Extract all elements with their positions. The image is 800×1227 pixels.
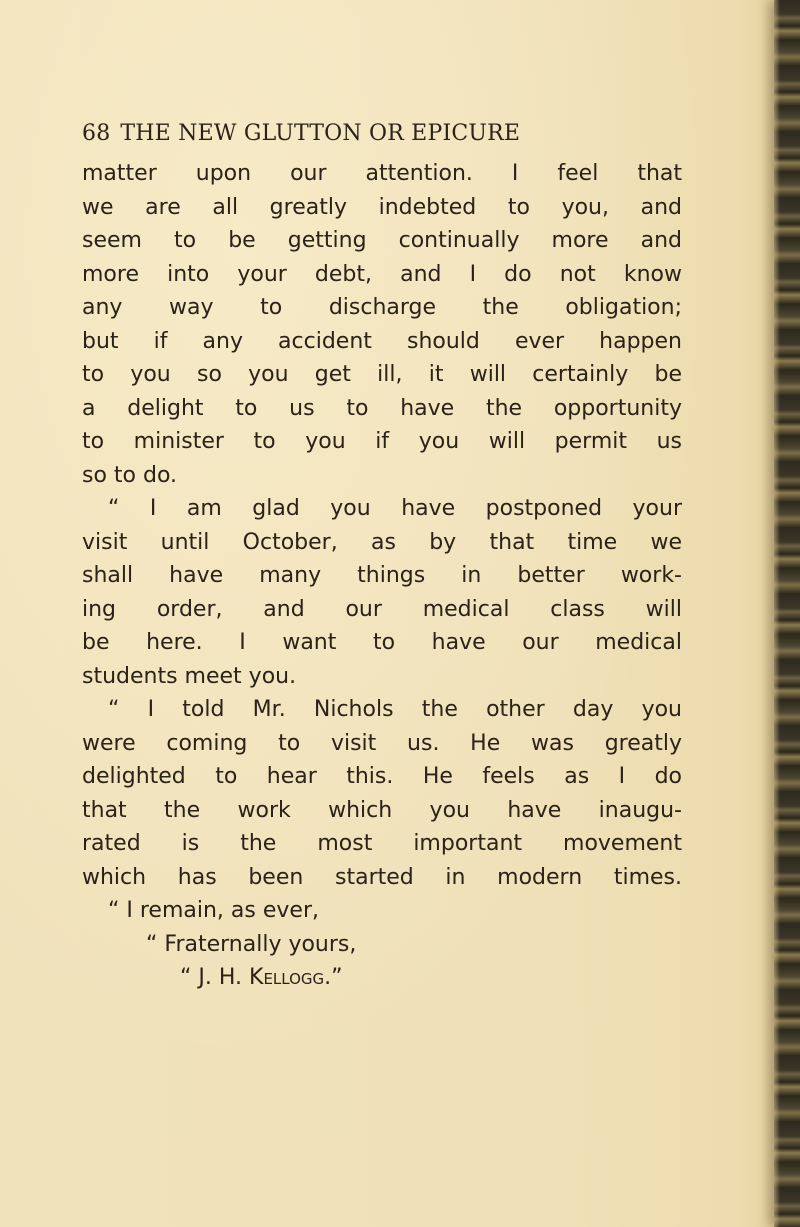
text-line: delighted to hear this. He feels as I do bbox=[82, 764, 682, 789]
text-line: that the work which you have inaugu- bbox=[82, 797, 682, 823]
text-line: be here. I want to have our medical bbox=[82, 630, 682, 655]
text-line: to you so you get ill, it will certainly be bbox=[82, 362, 682, 387]
text-line: ing order, and our medical class will bbox=[82, 596, 682, 622]
text-line: rated is the most important movement bbox=[82, 831, 682, 856]
text-line: seem to be getting continually more and bbox=[82, 228, 682, 253]
text-line: visit until October, as by that time we bbox=[82, 529, 682, 555]
paragraph-1 bbox=[82, 157, 682, 492]
text-line: to minister to you if you will permit us bbox=[82, 429, 682, 454]
paragraph-2 bbox=[82, 492, 682, 693]
running-header bbox=[82, 121, 520, 146]
letter-closing bbox=[82, 894, 682, 995]
text-line: “ I told Mr. Nichols the other day you bbox=[108, 697, 682, 722]
text-line: students meet you. bbox=[82, 663, 297, 689]
signature-prefix: “ J. H. bbox=[180, 965, 250, 990]
text-line: but if any accident should ever happen bbox=[82, 328, 682, 354]
text-line: shall have many things in better work- bbox=[82, 563, 682, 588]
text-line: “ I am glad you have postponed your bbox=[108, 496, 682, 521]
text-line: more into your debt, and I do not know bbox=[82, 261, 682, 287]
text-line: a delight to us to have the opportunity bbox=[82, 395, 682, 421]
text-line: were coming to visit us. He was greatly bbox=[82, 730, 682, 756]
paragraph-3 bbox=[82, 693, 682, 894]
body-text bbox=[82, 157, 682, 995]
text-line: we are all greatly indebted to you, and bbox=[82, 194, 682, 220]
signature-name: Kellogg.” bbox=[249, 965, 343, 990]
closing-remain: “ I remain, as ever, bbox=[108, 898, 319, 923]
running-title: THE NEW GLUTTON OR EPICURE bbox=[120, 121, 521, 146]
signature bbox=[82, 961, 682, 995]
text-line: which has been started in modern times. bbox=[82, 864, 682, 890]
page-number: 68 bbox=[82, 121, 111, 146]
page-edge-shadow bbox=[774, 0, 800, 1227]
text-line: so to do. bbox=[82, 462, 178, 488]
closing-fraternally: “ Fraternally yours, bbox=[146, 931, 357, 957]
text-line: matter upon our attention. I feel that bbox=[82, 161, 682, 186]
text-line: any way to discharge the obligation; bbox=[82, 295, 682, 320]
